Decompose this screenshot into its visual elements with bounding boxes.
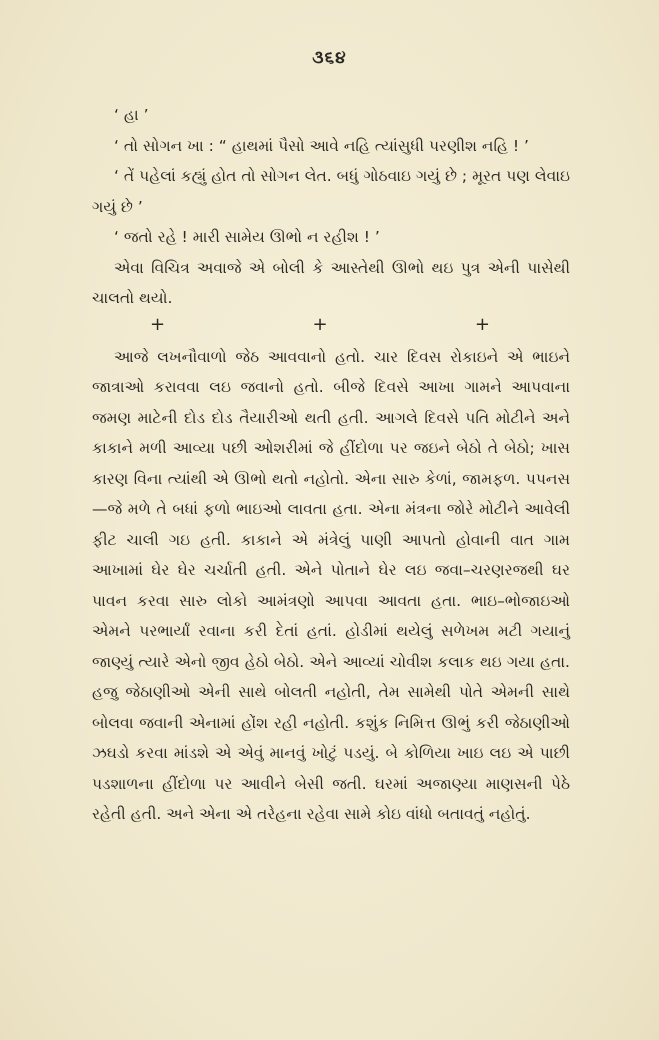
page-number: ૩૬૪ <box>312 48 347 68</box>
dialogue-line-3: ‘ તેં પહેલાં કહ્યું હોત તો સોગન લેત. બધું ગોઠવાઇ ગયું છે ; મૂરત પણ લેવાઇ ગયું છે ’ <box>92 167 570 216</box>
dialogue-line-2: ‘ તો સોગન ખા : “ હાથમાં પૈસો આવે નહિ ત્યાંસુધી પરણીશ નહિ ! ’ <box>114 136 529 155</box>
narration-line: એવા વિચિત્ર અવાજે એ બોલી કે આસ્તેથી ઊભો થઇ પુત્ર એની પાસેથી ચાલતો થયો. <box>92 258 570 307</box>
separator-mark: + <box>474 313 490 335</box>
separator-mark: + <box>150 313 166 335</box>
separator-mark: + <box>312 313 328 335</box>
section-separator <box>150 314 490 338</box>
text-block <box>92 100 570 830</box>
body-paragraph: આજે લખનૌવાળો જેઠ આવવાનો હતો. ચાર દિવસ રોકાઇને એ ભાઇને જાત્રાઓ કરાવવા લઇ જવાનો હતો. બીજે દિવસે આખા ગામને આપવાના જમણ માટેની દોડ દોડ તૈયારીઓ થતી હતી. આગલે દિવસે પતિ મોટીને અને કાકાને મળી આવ્યા પછી ઓશરીમાં જે હીંદોળા પર જઇને બેઠો તે બેઠો; ખાસ કારણ વિના ત્યાંથી એ ઊભો થતો નહોતો. એના સારુ કેળાં, જામફળ. પપનસ—જે મળે તે બધાં ફળો ભાઇઓ લાવતા હતા. એના મંત્રના જોરે મોટીને આવેલી ફીટ ચાલી ગઇ હતી. કાકાને એ મંત્રેલું પાણી આપતો હોવાની વાત ગામ આખામાં ઘેર ઘેર ચર્ચાતી હતી. એને પોતાને ઘેર લઇ જવા–ચરણરજથી ઘર પાવન કરવા સારુ લોકો આમંત્રણો આપવા આવતા હતા. ભાઇ–ભોજાઇઓ એમને પરભાર્યાં રવાના કરી દેતાં હતાં. હોડીમાં થયેલું સળેખમ મટી ગયાનું જાણ્યું ત્યારે એનો જીવ હેઠો બેઠો. એને આવ્યાં ચોવીશ કલાક થઇ ગયા હતા. હજુ જેઠાણીઓ એની સાથે બોલતી નહોતી, તેમ સામેથી પોતે એમની સાથે બોલવા જવાની એનામાં હોંશ રહી નહોતી. કશુંક નિમિત્ત ઊભું કરી જેઠાણીઓ ઝઘડો કરવા માંડશે એ એવું માનવું ખોટું પડયું. બે કોળિયા ખાઇ લઇ એ પાછી પડશાળના હીંદોળા પર આવીને બેસી જતી. ઘરમાં અજાણ્યા માણસની પેઠે રહેતી હતી. અને એના એ તરેહના રહેવા સામે કોઇ વાંધો બતાવતું નહોતું. <box>92 347 570 823</box>
dialogue-line-1: ‘ હા ’ <box>114 106 149 124</box>
dialogue-line-4: ‘ જતો રહે ! મારી સામેય ઊભો ન રહીશ ! ’ <box>114 228 380 246</box>
